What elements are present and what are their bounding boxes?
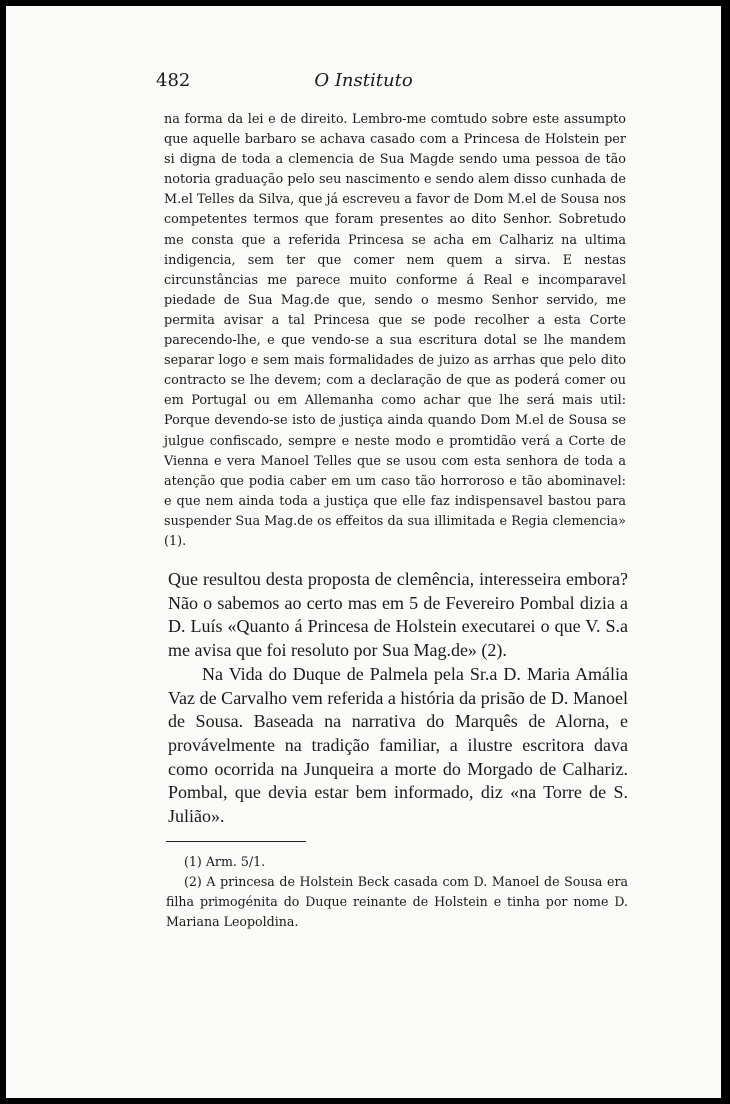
running-header <box>6 70 721 94</box>
footnotes <box>166 852 628 932</box>
paragraph: Na Vida do Duque de Palmela pela Sr.a D. Maria Amália Vaz de Carvalho vem referida a história da prisão de D. Manoel de Sousa. Baseada na narrativa do Marquês de Alorna, e provávelmente na tradição familiar, a ilustre escritora dava como ocorrida na Junqueira a morte do Morgado de Calhariz. Pombal, que devia estar bem informado, diz «na Torre de S. Julião». <box>168 663 628 827</box>
footnote-1: (1) Arm. 5/1. <box>184 854 266 869</box>
book-page <box>6 6 721 1098</box>
running-title: O Instituto <box>314 70 413 91</box>
body-text <box>168 568 628 829</box>
footnote-divider <box>166 841 306 842</box>
quoted-letter <box>164 110 626 552</box>
page-number: 482 <box>156 70 191 91</box>
quotation-text: na forma da lei e de direito. Lembro-me comtudo sobre este assumpto que aquelle barbaro se achava casado com a Princesa de Holstein per si digna de toda a clemencia de Sua Magde sendo uma pessoa de tão notoria graduação pelo seu nascimento e sendo alem disso cunhada de M.el Telles da Silva, que já escreveu a favor de Dom M.el de Sousa nos competentes termos que foram presentes ao dito Senhor. Sobretudo me consta que a referida Princesa se acha em Calhariz na ultima indigencia, sem ter que comer nem quem a sirva. E nestas circunstâncias me parece muito conforme á Real e incomparavel piedade de Sua Mag.de que, sendo o mesmo Senhor servido, me permita avisar a tal Princesa que se pode recolher a esta Corte parecendo-lhe, e que vendo-se a sua escritura dotal se lhe mandem separar logo e sem mais formalidades de juizo as arrhas que pelo dito contracto se lhe devem; com a declaração de que as poderá comer ou em Portugal ou em Allemanha como achar que lhe será mais util: Porque devendo-se isto de justiça ainda quando Dom M.el de Sousa se julgue confiscado, sempre e neste modo e promtidão verá a Corte de Vienna e vera Manoel Telles que se usou com esta senhora de toda a atenção que podia caber em um caso tão horroroso e tão abominavel: e que nem ainda toda a justiça que elle faz indispensavel bastou para suspender Sua Mag.de os effeitos da sua illimitada e Regia clemencia» (1). <box>164 112 626 549</box>
footnote-2: (2) A princesa de Holstein Beck casada com D. Manoel de Sousa era filha primogénita do Duque reinante de Holstein e tinha por nome D. Mariana Leopoldina. <box>166 874 628 929</box>
paragraph: Que resultou desta proposta de clemência, interesseira embora? Não o sabemos ao certo mas em 5 de Fevereiro Pombal dizia a D. Luís «Quanto á Princesa de Holstein executarei o que V. S.a me avisa que foi resoluto por Sua Mag.de» (2). <box>168 569 628 661</box>
